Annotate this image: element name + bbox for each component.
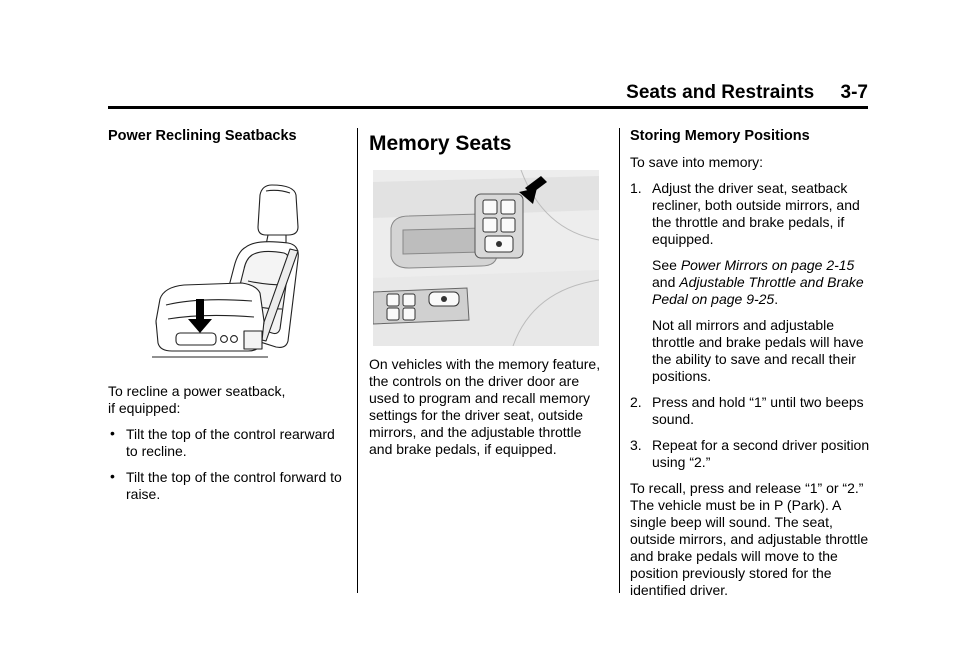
list-item: • Tilt the top of the control forward to raise.	[110, 468, 342, 502]
section-heading: Memory Seats	[369, 132, 512, 155]
intro-text: To save into memory:	[630, 154, 764, 170]
intro-text: To recline a power seatback, if equipped:	[108, 383, 286, 416]
column-memory-seats	[369, 128, 605, 467]
door-controls-illustration	[373, 170, 599, 346]
reference-link: Adjustable Throttle and Brake Pedal on page 9-25	[652, 274, 864, 307]
list-item: 3. Repeat for a second driver position using “2.”	[630, 437, 870, 470]
cross-reference: See Power Mirrors on page 2-15 and Adjustable Throttle and Brake Pedal on page 9-25.	[652, 257, 864, 307]
page-title: Seats and Restraints 3-7	[626, 82, 868, 103]
body-text: To recall, press and release “1” or “2.” The vehicle must be in P (Park). A single beep will sound. The seat, outside mirrors, and adjustable throttle and brake pedals will move to the position previously stored for the identified driver.	[630, 480, 869, 598]
column-divider	[619, 128, 620, 593]
seat-illustration	[148, 181, 304, 367]
page-header	[108, 80, 868, 109]
note-text: Not all mirrors and adjustable throttle and brake pedals will have the ability to save and recall their positions.	[652, 317, 864, 384]
section-heading: Power Reclining Seatbacks	[108, 128, 297, 144]
list-item: • Tilt the top of the control rearward to recline.	[110, 425, 335, 459]
section-heading: Storing Memory Positions	[630, 128, 810, 144]
column-divider	[357, 128, 358, 593]
column-storing-memory	[630, 128, 870, 608]
list-item: 1. Adjust the driver seat, seatback recliner, both outside mirrors, and the throttle and brake pedals, if equipped.	[630, 180, 860, 247]
body-text: On vehicles with the memory feature, the controls on the driver door are used to program and recall memory settings for the driver seat, outside mirrors, and the adjustable throttle and brake pedals, if equipped.	[369, 356, 601, 457]
bullet-icon: •	[110, 425, 115, 441]
column-power-reclining	[108, 128, 344, 512]
bullet-icon: •	[110, 468, 115, 484]
list-item: 2. Press and hold “1” until two beeps sound.	[630, 394, 864, 427]
reference-link: Power Mirrors on page 2-15	[680, 257, 855, 273]
